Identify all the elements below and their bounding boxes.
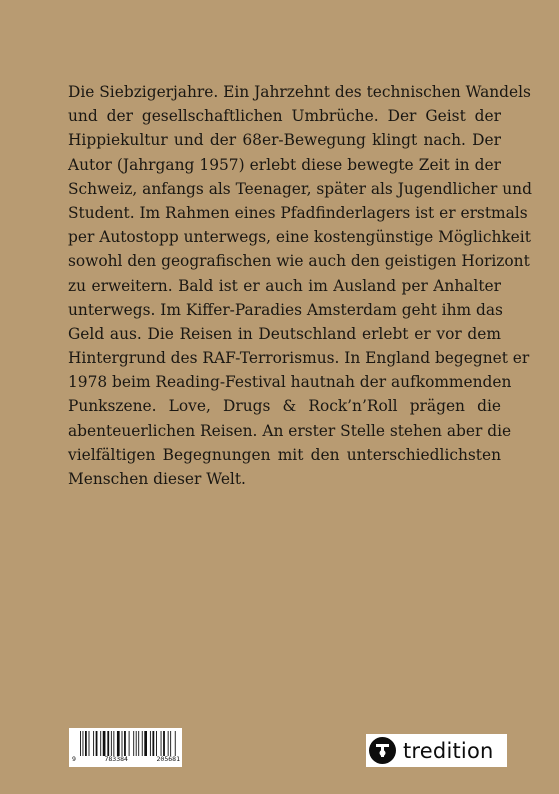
blurb-line: sowohl den geografischen wie auch den geistigen Horizont: [68, 252, 530, 271]
blurb-line: per Autostopp unterwegs, eine kostengünstige Möglichkeit: [68, 228, 531, 247]
barcode-digit-group: 9: [72, 755, 76, 763]
blurb-line: Punkszene. Love, Drugs & Rock’n’Roll prägen die: [68, 397, 501, 416]
barcode-digits: [72, 755, 180, 763]
tredition-logo-icon: [369, 737, 396, 764]
back-cover-blurb: [68, 80, 532, 491]
publisher-logo: [366, 734, 507, 767]
blurb-line: und der gesellschaftlichen Umbrüche. Der Geist der: [68, 107, 501, 126]
blurb-line: unterwegs. Im Kiffer-Paradies Amsterdam geht ihm das: [68, 300, 503, 319]
barcode-bars: [80, 731, 176, 756]
blurb-line: 1978 beim Reading-Festival hautnah der aufkommenden: [68, 373, 512, 392]
blurb-line: vielfältigen Begegnungen mit den unterschiedlichsten: [68, 445, 501, 464]
blurb-line: Geld aus. Die Reisen in Deutschland erlebt er vor dem: [68, 324, 501, 343]
blurb-line: Die Siebzigerjahre. Ein Jahrzehnt des technischen Wandels: [68, 83, 531, 101]
barcode-digit-group: 783384: [104, 755, 128, 763]
blurb-line: Student. Im Rahmen eines Pfadfinderlagers ist er erstmals: [68, 203, 528, 222]
blurb-line: Schweiz, anfangs als Teenager, später als Jugendlicher und: [68, 179, 532, 198]
blurb-line: abenteuerlichen Reisen. An erster Stelle stehen aber die: [68, 421, 512, 440]
blurb-line: Hintergrund des RAF-Terrorismus. In England begegnet er: [68, 349, 530, 368]
blurb-line: Hippiekultur und der 68er-Bewegung klingt nach. Der: [68, 131, 501, 150]
blurb-line: Autor (Jahrgang 1957) erlebt diese bewegte Zeit in der: [68, 155, 501, 174]
blurb-line: zu erweitern. Bald ist er auch im Ausland per Anhalter: [68, 276, 501, 295]
blurb-line: Menschen dieser Welt.: [68, 470, 246, 488]
publisher-name: tredition: [403, 738, 494, 763]
barcode-digit-group: 205681: [156, 755, 180, 763]
isbn-barcode: [69, 728, 182, 767]
